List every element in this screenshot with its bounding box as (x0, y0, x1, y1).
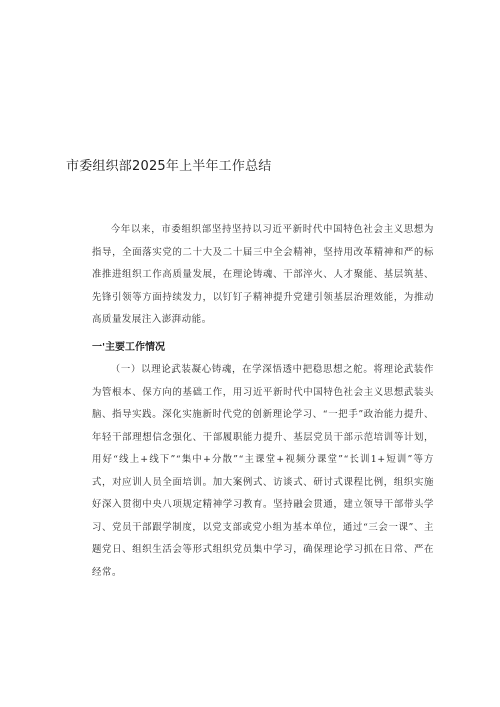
document-title: 市委组织部2025年上半年工作总结 (66, 159, 272, 174)
section-paragraph: （一）以理论武装凝心铸魂，在学深悟透中把稳思想之舵。将理论武装作为管根本、保方向的基础工作，用习近平新时代中国特色社会主义思想武装头脑、指导实践。深化实施新时代党的创新理论学习、“一把手”政治能力提升、年轻干部理想信念强化、干部履职能力提升、基层党员干部示范培训等计划，用好“线上+线下”“集中+分散”“主课堂+视频分课堂”“长训1+短训”等方式，对应训人员全面培训。加大案例式、访谈式、研讨式课程比例，组织实施好深入贯彻中央八项规定精神学习教育。坚持融会贯通，建立领导干部带头学习、党员干部跟学制度，以党支部或党小组为基本单位，通过“三会一课”、主题党日、组织生活会等形式组织党员集中学习，确保理论学习抓在日常、严在经常。 (92, 364, 434, 578)
intro-paragraph: 今年以来，市委组织部坚持坚持以习近平新时代中国特色社会主义思想为指导，全面落实党的二十大及二十届三中全会精神，坚持用改革精神和严的标准推进组织工作高质量发展，在理论铸魂、干部淬火、人才聚能、基层筑基、先锋引领等方面持续发力，以钉钉子精神提升党建引领基层治理效能，为推动高质量发展注入澎湃动能。 (92, 224, 434, 325)
section-heading: 一'主要工作情况 (92, 342, 166, 353)
